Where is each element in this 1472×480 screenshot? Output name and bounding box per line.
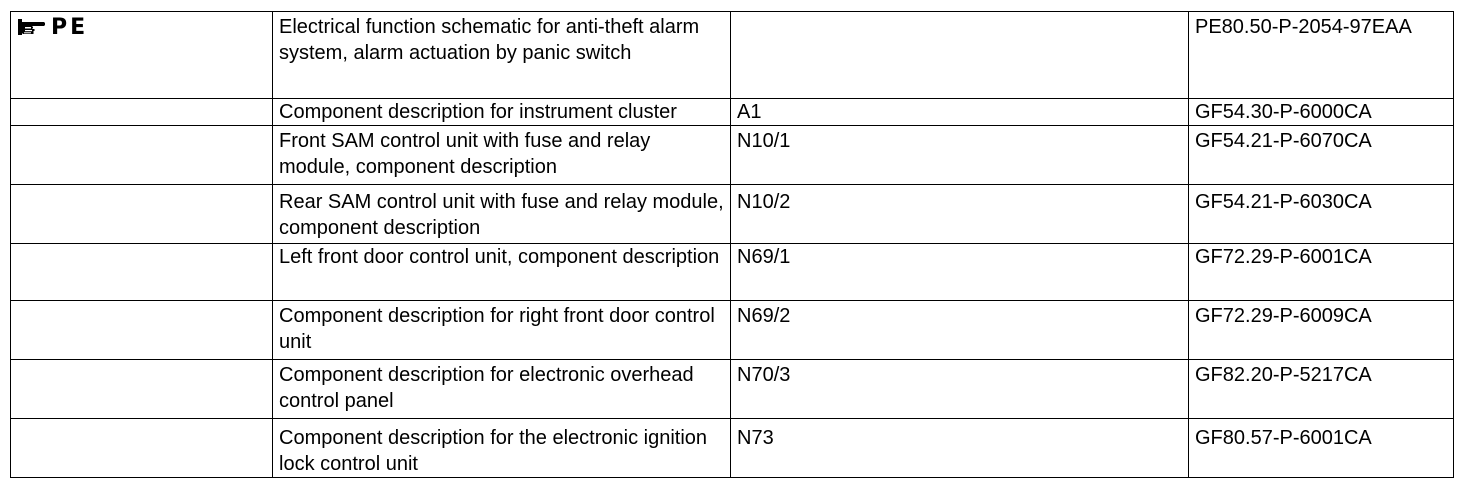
row-title: Component description for electronic overhead control panel [279, 364, 694, 412]
doc-id-cell [1189, 419, 1454, 478]
component-cell [731, 360, 1189, 419]
doc-id-link[interactable]: GF82.20-P-5217CA [1195, 364, 1372, 386]
title-cell [273, 244, 731, 301]
title-cell [273, 126, 731, 185]
title-cell [273, 419, 731, 478]
doc-id-cell [1189, 301, 1454, 360]
table-row [11, 99, 1454, 126]
component-cell [731, 99, 1189, 126]
table-row [11, 360, 1454, 419]
row-title: Rear SAM control unit with fuse and relay module, component description [279, 191, 724, 239]
type-cell [11, 419, 273, 478]
row-title: Electrical function schematic for anti-theft alarm system, alarm actuation by panic switch [279, 16, 700, 64]
row-title: Component description for right front door control unit [279, 305, 715, 353]
doc-id-link[interactable]: GF80.57-P-6001CA [1195, 427, 1372, 449]
title-cell [273, 185, 731, 244]
doc-id-link[interactable]: PE80.50-P-2054-97EAA [1195, 16, 1412, 38]
table-row [11, 126, 1454, 185]
title-cell [273, 12, 731, 99]
pointing-hand-icon [17, 18, 47, 38]
row-title: Front SAM control unit with fuse and relay module, component description [279, 130, 651, 178]
doc-id-link[interactable]: GF54.21-P-6030CA [1195, 191, 1372, 213]
title-cell [273, 301, 731, 360]
type-cell [11, 185, 273, 244]
reference-table [10, 11, 1454, 478]
doc-id-cell [1189, 185, 1454, 244]
table-row [11, 301, 1454, 360]
table-row [11, 185, 1454, 244]
title-cell [273, 99, 731, 126]
component-code: N10/1 [737, 130, 791, 152]
row-title: Component description for instrument cluster [279, 101, 677, 123]
doc-id-link[interactable]: GF72.29-P-6009CA [1195, 305, 1372, 327]
component-code: N69/1 [737, 246, 791, 268]
component-code: N73 [737, 427, 774, 449]
component-cell [731, 12, 1189, 99]
type-cell [11, 244, 273, 301]
row-title: Left front door control unit, component description [279, 246, 720, 268]
pe-label[interactable] [17, 16, 266, 40]
title-cell [273, 360, 731, 419]
type-cell [11, 126, 273, 185]
type-cell [11, 99, 273, 126]
table-row [11, 419, 1454, 478]
doc-id-link[interactable]: GF54.21-P-6070CA [1195, 130, 1372, 152]
component-code: N70/3 [737, 364, 791, 386]
component-cell [731, 126, 1189, 185]
component-code: N10/2 [737, 191, 791, 213]
doc-id-link[interactable]: GF72.29-P-6001CA [1195, 246, 1372, 268]
component-cell [731, 244, 1189, 301]
document-type-label: PE [51, 15, 89, 40]
component-cell [731, 419, 1189, 478]
doc-id-cell [1189, 99, 1454, 126]
doc-id-cell [1189, 244, 1454, 301]
doc-id-cell [1189, 360, 1454, 419]
table-row [11, 244, 1454, 301]
type-cell [11, 12, 273, 99]
component-cell [731, 185, 1189, 244]
component-code: A1 [737, 101, 762, 123]
doc-id-cell [1189, 126, 1454, 185]
table-row [11, 12, 1454, 99]
type-cell [11, 301, 273, 360]
component-cell [731, 301, 1189, 360]
type-cell [11, 360, 273, 419]
doc-id-cell [1189, 12, 1454, 99]
doc-id-link[interactable]: GF54.30-P-6000CA [1195, 101, 1372, 123]
row-title: Component description for the electronic ignition lock control unit [279, 427, 708, 475]
component-code: N69/2 [737, 305, 791, 327]
